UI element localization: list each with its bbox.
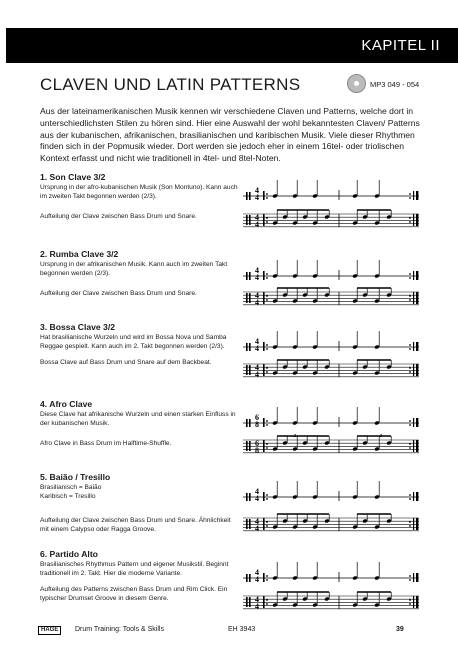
example-heading: 4. Afro Clave	[40, 399, 93, 409]
svg-text:4: 4	[255, 494, 259, 503]
example-partido-alto	[40, 550, 240, 603]
svg-text:4: 4	[255, 575, 259, 584]
svg-text:4: 4	[255, 266, 259, 275]
svg-text:4: 4	[255, 298, 259, 307]
chapter-header-bar	[6, 28, 458, 63]
svg-text:4: 4	[255, 193, 259, 202]
svg-text:4: 4	[255, 568, 259, 577]
svg-text:4: 4	[255, 213, 259, 222]
example-description: Brasilianisches Rhythmus Pattern und eigener Musikstil. Beginnt traditionell im 2. Takt. Hier die moderne Variante.	[40, 561, 229, 578]
page-title: CLAVEN UND LATIN PATTERNS	[40, 75, 301, 94]
page-number: 39	[396, 626, 404, 633]
svg-text:4: 4	[255, 487, 259, 496]
svg-text:8: 8	[255, 446, 259, 455]
clave-staff	[243, 560, 419, 586]
svg-text:4: 4	[255, 370, 259, 379]
svg-text:4: 4	[255, 363, 259, 372]
svg-text:4: 4	[255, 337, 259, 346]
example-heading: 5. Baião / Tresillo	[40, 472, 111, 482]
clave-staff	[243, 479, 419, 505]
clave-staff	[243, 178, 419, 204]
example-description: Ursprung in der afro-kubanischen Musik (Son Montuno). Kann auch im zweiten Takt begonnen werden (2/3).	[40, 184, 238, 201]
example-heading: 3. Bossa Clave 3/2	[40, 322, 116, 332]
example-heading: 1. Son Clave 3/2	[40, 172, 106, 182]
example-split-text: Aufteilung der Clave zwischen Bass Drum und Snare.	[40, 212, 197, 220]
example-baiao-tresillo	[40, 473, 240, 534]
svg-text:4: 4	[255, 595, 259, 604]
chapter-label: KAPITEL II	[361, 37, 440, 54]
example-split-text: Bossa Clave auf Bass Drum und Snare auf dem Backbeat.	[40, 358, 212, 366]
svg-text:3: 3	[379, 434, 383, 440]
drumset-staff	[243, 208, 419, 234]
clave-staff	[243, 329, 419, 355]
example-afro-clave	[40, 400, 240, 448]
svg-text:6: 6	[255, 413, 259, 422]
example-split-text: Aufteilung der Clave zwischen Bass Drum und Snare.	[40, 289, 197, 297]
svg-text:4: 4	[255, 291, 259, 300]
svg-text:4: 4	[255, 524, 259, 533]
example-split-text: Aufteilung der Clave zwischen Bass Drum und Snare. Ähnlichkeit mit einem Calypso oder Ragga Groove.	[40, 516, 231, 533]
svg-text:4: 4	[255, 186, 259, 195]
svg-text:8: 8	[255, 420, 259, 429]
book-title: Drum Training: Tools & Skills	[75, 626, 164, 633]
example-rumba-clave	[40, 250, 240, 298]
svg-text:3: 3	[293, 434, 297, 440]
svg-text:4: 4	[255, 602, 259, 611]
svg-text:4: 4	[255, 517, 259, 526]
example-split-text: Afro Clave in Bass Drum im Halftime-Shuffle.	[40, 439, 172, 447]
svg-text:6: 6	[255, 439, 259, 448]
svg-text:4: 4	[255, 344, 259, 353]
publisher-logo: HAGE	[38, 626, 61, 635]
cd-icon	[347, 74, 366, 93]
example-heading: 6. Partido Alto	[40, 549, 98, 559]
example-heading: 2. Rumba Clave 3/2	[40, 249, 119, 259]
svg-text:4: 4	[255, 220, 259, 229]
clave-staff	[243, 405, 419, 431]
mp3-track-label: MP3 049 - 054	[370, 80, 420, 89]
example-son-clave	[40, 173, 240, 221]
example-description: Hat brasilianische Wurzeln und wird im Bossa Nova und Samba Reggae gespielt. Kann auch im 2. Takt begonnen werden (2/3).	[40, 334, 227, 351]
example-bossa-clave	[40, 323, 240, 367]
drumset-staff	[243, 590, 419, 616]
drumset-staff	[243, 358, 419, 384]
example-split-text: Aufteilung des Patterns zwischen Bass Drum und Rim Click. Ein typischer Drumset Groove in diesem Genre.	[40, 585, 228, 602]
drumset-staff	[243, 512, 419, 538]
edition-code: EH 3943	[228, 626, 256, 633]
example-description: Diese Clave hat afrikanische Wurzeln und einen starken Einfluss in der kubanischen Musik.	[40, 411, 236, 428]
intro-paragraph: Aus der lateinamerikanischen Musik kennen wir verschiedene Claven und Patterns, welche dort in unterschiedlichsten Stilen zu hören sind. Hier eine Auswahl der wohl bekanntesten Claven/ Patterns aus der kubanischen, afrikanischen, brasilianischen und karibischen Musik. Viele dieser Rhythmen finden sich in der Popmusik wieder. Dort werden sie jedoch eher in einem 16tel- oder triolischen Kontext erfasst und nicht wie traditionell in 4tel- und 8tel-Noten.	[40, 106, 420, 164]
clave-staff	[243, 258, 419, 284]
example-description: Ursprung in der afrikanischen Musik. Kann auch im zweiten Takt begonnen werden (2/3).	[40, 261, 228, 278]
drumset-staff	[243, 286, 419, 312]
example-description: Brasilianisch = Baião Karibisch = Tresillo	[40, 484, 102, 501]
drumset-staff	[243, 434, 419, 460]
svg-text:4: 4	[255, 273, 259, 282]
